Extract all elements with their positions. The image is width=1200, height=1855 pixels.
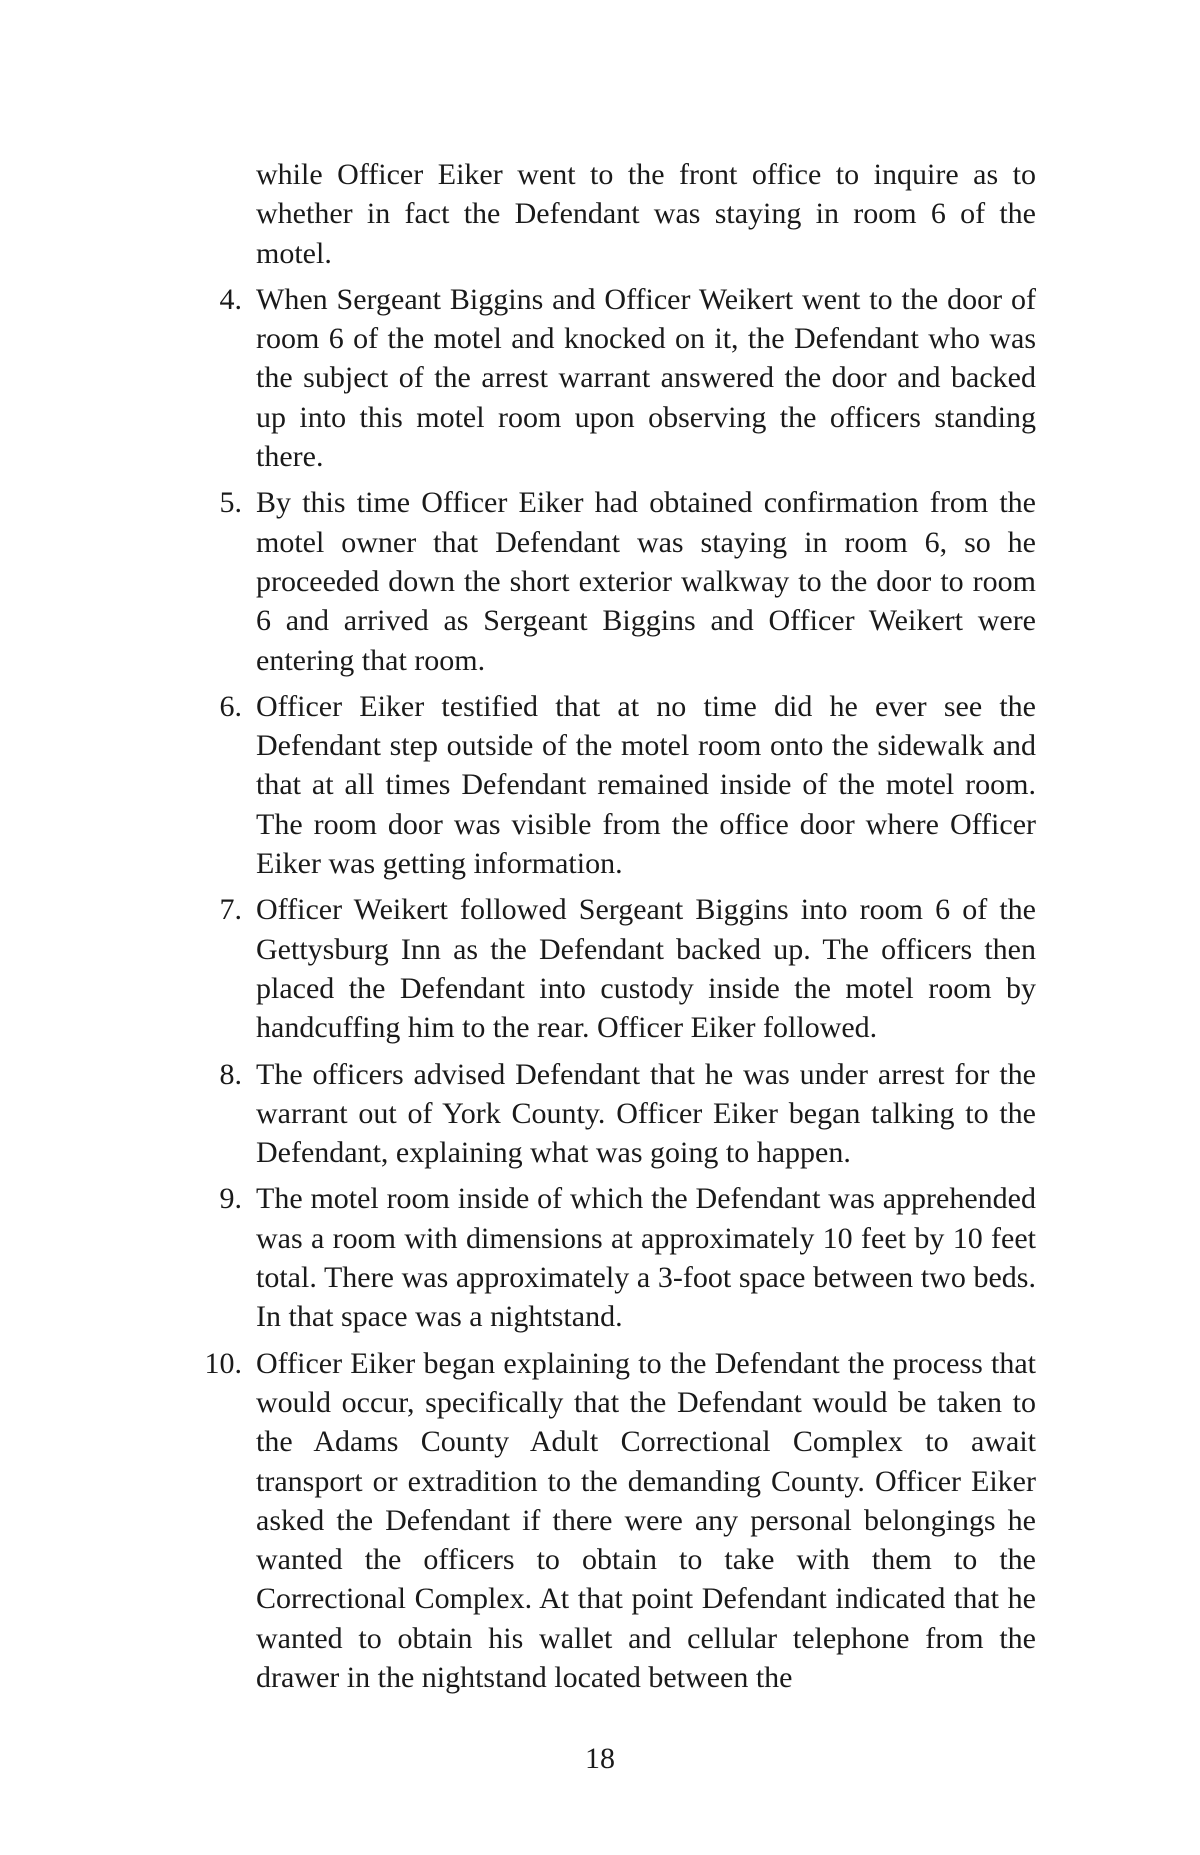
item-number: 9.	[219, 1182, 242, 1216]
continuation-paragraph: while Officer Eiker went to the front office to inquire as to whether in fact the Defendant was staying in room 6 of the motel.	[256, 158, 1036, 270]
item-text: When Sergeant Biggins and Officer Weikert went to the door of room 6 of the motel and knocked on it, the Defendant who was the subject of the arrest warrant answered the door and backed up into this motel room upon observing the officers standing there.	[256, 282, 1036, 474]
item-text: Officer Weikert followed Sergeant Biggins into room 6 of the Gettysburg Inn as the Defendant backed up. The officers then placed the Defendant into custody inside the motel room by handcuffing him to the rear. Officer Eiker followed.	[256, 893, 1036, 1045]
item-number: 5.	[219, 486, 242, 520]
numbered-item	[204, 1344, 1036, 1698]
item-text: The motel room inside of which the Defendant was apprehended was a room with dimensions at approximately 10 feet by 10 feet total. There was approximately a 3-foot space between two beds. In that space was a nightstand.	[256, 1182, 1036, 1334]
item-text: The officers advised Defendant that he was under arrest for the warrant out of York County. Officer Eiker began talking to the Defendant, explaining what was going to happen.	[256, 1057, 1036, 1170]
numbered-item	[219, 1055, 1036, 1173]
item-text: Officer Eiker testified that at no time did he ever see the Defendant step outside of the motel room onto the sidewalk and that at all times Defendant remained inside of the motel room. The room door was visible from the office door where Officer Eiker was getting information.	[256, 689, 1036, 881]
numbered-item	[219, 687, 1036, 883]
page-number: 18	[585, 1742, 615, 1775]
item-number: 4.	[219, 282, 242, 316]
numbered-item	[219, 1179, 1036, 1336]
item-number: 7.	[219, 893, 242, 927]
item-number: 8.	[219, 1057, 242, 1091]
numbered-item	[219, 280, 1036, 476]
item-text: Officer Eiker began explaining to the Defendant the process that would occur, specifically that the Defendant would be taken to the Adams County Adult Correctional Complex to await transport or extradition to the demanding County. Officer Eiker asked the Defendant if there were any personal belongings he wanted the officers to obtain to take with them to the Correctional Complex. At that point Defendant indicated that he wanted to obtain his wallet and cellular telephone from the drawer in the nightstand located between the	[256, 1346, 1036, 1694]
item-number: 6.	[219, 689, 242, 723]
item-text: By this time Officer Eiker had obtained confirmation from the motel owner that Defendant was staying in room 6, so he proceeded down the short exterior walkway to the door to room 6 and arrived as Sergeant Biggins and Officer Weikert were entering that room.	[256, 486, 1036, 677]
numbered-item	[219, 890, 1036, 1047]
item-number: 10.	[204, 1346, 242, 1380]
body-text	[204, 155, 1036, 1704]
numbered-item	[219, 483, 1036, 679]
